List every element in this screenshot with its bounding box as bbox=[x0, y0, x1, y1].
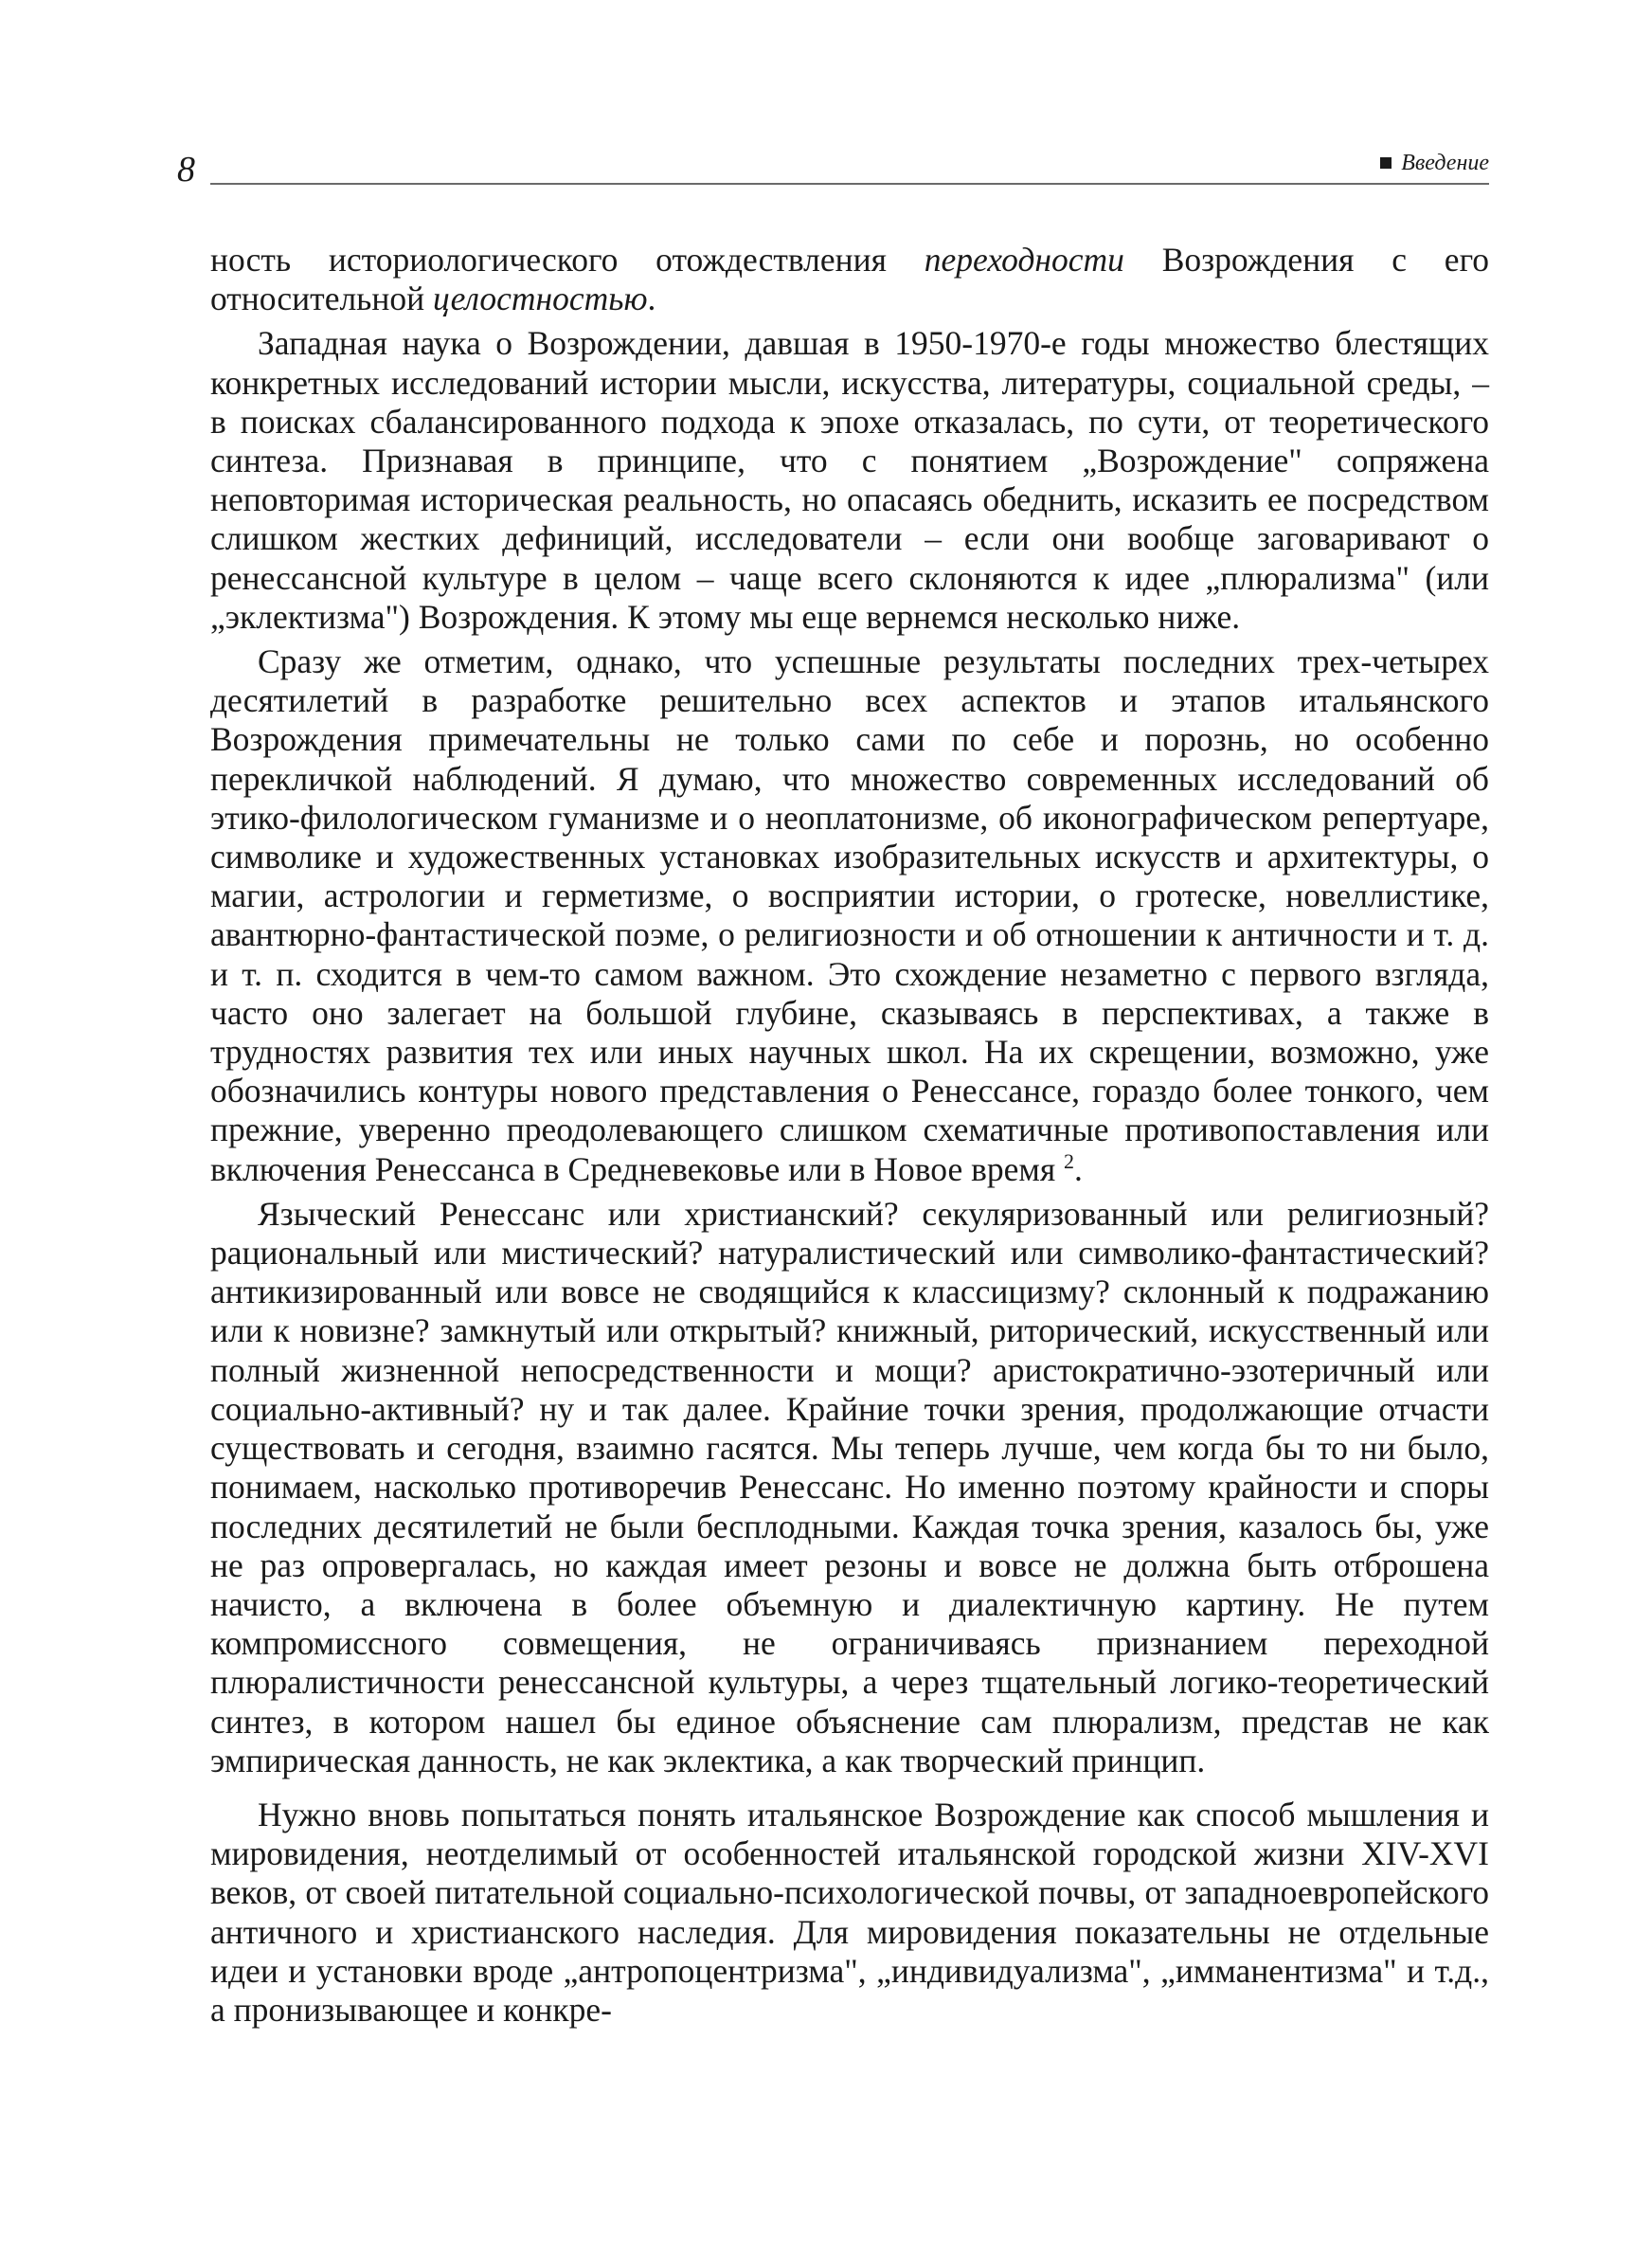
page-header bbox=[0, 0, 1652, 199]
page-number: 8 bbox=[177, 150, 195, 190]
header-rule bbox=[210, 183, 1489, 185]
square-bullet-icon bbox=[1380, 157, 1392, 169]
paragraph-1-middle: Возрождения с его относительной bbox=[210, 241, 1489, 318]
paragraph-3-end: . bbox=[1074, 1149, 1083, 1188]
emphasis-transitionality: переходности bbox=[924, 241, 1124, 279]
paragraph-1 bbox=[210, 241, 1489, 318]
body-text bbox=[210, 241, 1489, 2030]
paragraph-1-end: . bbox=[647, 280, 656, 318]
paragraph-5: Нужно вновь попытаться понять итальянское Возрождение как способ мышления и мировидения, неотделимый от особенностей итальянской городской жизни XIV-XVI веков, от своей питательной социально-психологической почвы, от западноевропейского античного и христианского наследия. Для мировидения показательны не отдельные идеи и установки вроде „антропоцентризма", „индивидуализма", „имманентизма" и т.д., а пронизывающее и конкре- bbox=[210, 1795, 1489, 2029]
footnote-reference[interactable]: 2 bbox=[1064, 1148, 1075, 1173]
paragraph-4: Языческий Ренессанс или христианский? секуляризованный или религиозный? рациональный или мистический? натуралистический или символико-фантастический? антикизированный или вовсе не сводящийся к классицизму? склонный к подражанию или к новизне? замкнутый или открытый? книжный, риторический, искусственный или полный жизненной непосредственности и мощи? аристократично-эзотеричный или социально-активный? ну и так далее. Крайние точки зрения, продолжающие отчасти существовать и сегодня, взаимно гасятся. Мы теперь лучше, чем когда бы то ни было, понимаем, насколько противоречив Ренессанс. Но именно поэтому крайности и споры последних десятилетий не были бесплодными. Каждая точка зрения, казалось бы, уже не раз опровергалась, но каждая имеет резоны и вовсе не должна быть отброшена начисто, а включена в более объемную и диалектичную картину. Не путем компромиссного совмещения, не ограничиваясь признанием переходной плюралистичности ренессансной культуры, а через тщательный логико-теоретический синтез, в котором нашел бы единое объяснение сам плюрализм, представ не как эмпирическая данность, не как эклектика, а как творческий принцип. bbox=[210, 1194, 1489, 1779]
running-head bbox=[1380, 152, 1489, 174]
emphasis-integrity: целостностью bbox=[432, 280, 648, 318]
paragraph-1-start: ность историологического отождествления bbox=[210, 241, 925, 279]
section-title: Введение bbox=[1401, 151, 1489, 175]
paragraph-3 bbox=[210, 642, 1489, 1189]
paragraph-3-text: Сразу же отметим, однако, что успешные результаты последних трех-четырех десятилетий в разработке решительно всех аспектов и этапов итальянского Возрождения примечательны не только сами по себе и порознь, но особенно перекличкой наблюдений. Я думаю, что множество современных исследований об этико-филологическом гуманизме и о неоплатонизме, об иконографическом репертуаре, символике и художественных установках изобразительных искусств и архитектуры, о магии, астрологии и герметизме, о восприятии истории, о гротеске, новеллистике, авантюрно-фантастической поэме, о религиозности и об отношении к античности и т. д. и т. п. сходится в чем-то самом важном. Это схождение незаметно с первого взгляда, часто оно залегает на большой глубине, сказываясь в перспективах, а также в трудностях развития тех или иных научных школ. На их скрещении, возможно, уже обозначились контуры нового представления о Ренессансе, гораздо более тонкого, чем прежние, уверенно преодолевающего слишком схематичные противопоставления или включения Ренессанса в Средневековье или в Новое время bbox=[210, 642, 1489, 1188]
paragraph-2: Западная наука о Возрождении, давшая в 1950-1970-е годы множество блестящих конкретных исследований истории мысли, искусства, литературы, социальной среды, – в поисках сбалансированного подхода к эпохе отказалась, по сути, от теоретического синтеза. Признавая в принципе, что с понятием „Возрождение" сопряжена неповторимая историческая реальность, но опасаясь обеднить, исказить ее посредством слишком жестких дефиниций, исследователи – если они вообще заговаривают о ренессансной культуре в целом – чаще всего склоняются к идее „плюрализма" (или „эклектизма") Возрождения. К этому мы еще вернемся несколько ниже. bbox=[210, 324, 1489, 636]
